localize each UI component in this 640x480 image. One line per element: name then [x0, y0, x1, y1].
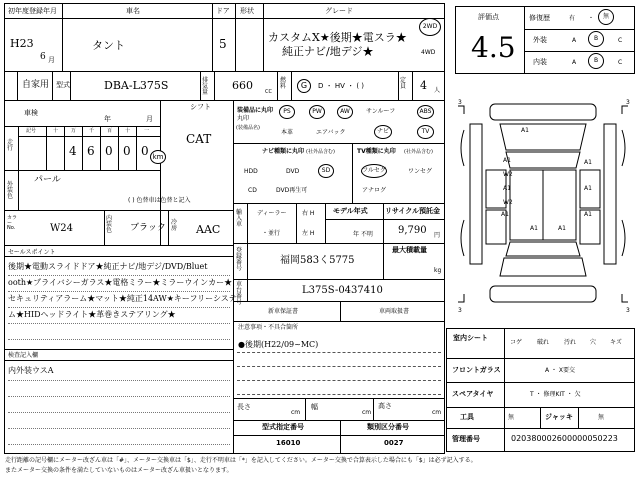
unit-hyaku: 百: [107, 128, 113, 134]
import-parallel: ・並行: [262, 230, 281, 237]
spare-tire-label: スペアタイヤ: [452, 390, 494, 398]
damage-mark: A1: [521, 127, 529, 134]
grade-line2: 純正ナビ/地デジ★: [282, 45, 374, 58]
import-left-hand: 左 H: [302, 230, 315, 237]
mileage-digit: 4: [69, 144, 77, 158]
glass-value: A ・ X要交: [545, 367, 576, 374]
recycle-value: 9,790: [398, 225, 427, 236]
exterior-grade-c: C: [618, 37, 623, 44]
height-unit: cm: [432, 409, 442, 416]
color-code-label: カラー No.: [7, 215, 18, 231]
model-year-unknown: 年 不明: [353, 231, 373, 238]
inspection-year-label: 年: [104, 115, 111, 123]
color-note: ( ) 色替車は色替と記入: [128, 197, 191, 204]
grade-line1: カスタムX★後期★電スラ★: [268, 31, 407, 44]
damage-mark: W2: [503, 199, 513, 206]
seat-label: 室内シート: [453, 334, 488, 342]
fuel-options: D ・ HV ・ ( ): [318, 82, 365, 90]
interior-grade-c: C: [618, 59, 623, 66]
damage-mark: A1: [584, 159, 592, 166]
nav-hdd: HDD: [244, 168, 258, 175]
cc-unit: CC: [265, 89, 272, 95]
score-label: 評価点: [478, 13, 499, 21]
mileage-digit: 6: [87, 144, 95, 158]
ac-label: 冷房: [171, 219, 178, 232]
unit-sen: 千: [89, 128, 95, 134]
plate-number: 福岡583く5775: [280, 255, 355, 266]
svg-text:3: 3: [458, 99, 462, 106]
color-label: 外装色: [7, 181, 14, 200]
exterior-grade-b-selected: B: [588, 31, 604, 47]
import-label: 輸入車: [236, 209, 243, 228]
drive-4wd-option: 4WD: [421, 49, 436, 56]
ac-value: AAC: [196, 223, 221, 236]
digits-label: 記号: [26, 128, 37, 134]
svg-text:3: 3: [626, 307, 630, 314]
jack-value: 無: [598, 414, 605, 421]
glass-label: フロントガラス: [452, 366, 501, 374]
capacity-value: 4: [420, 79, 427, 92]
plate-kind: 自家用: [22, 80, 50, 90]
notes-label: 注意事項・不具合箇所: [238, 324, 299, 331]
exterior-grade-a: A: [572, 37, 577, 44]
repair-no-selected: 無: [598, 9, 614, 25]
type-no-label: 型式指定番号: [262, 423, 304, 431]
damage-mark: A1: [558, 225, 566, 232]
inspection-month-label: 月: [146, 115, 153, 123]
model-year-label: モデル年式: [333, 207, 368, 215]
reg-era: H23: [10, 37, 34, 50]
tv-type-title: TV種類に丸印: [357, 148, 396, 155]
tv-analog: アナログ: [362, 187, 387, 194]
import-right-hand: 右 H: [302, 210, 315, 217]
capacity-unit: 人: [434, 87, 441, 94]
sales-point-line: セキュリティアラーム★マット★純正14AW★キーフリーシステ: [8, 294, 237, 303]
fuel-g-selected: G: [297, 79, 311, 93]
tv-oneseg: ワンセグ: [408, 168, 433, 175]
damage-mark: A1: [503, 157, 511, 164]
inspection-label: 車検: [24, 109, 38, 117]
door-label: ドア: [216, 7, 230, 15]
unit-man: 万: [71, 128, 77, 134]
mileage-digit: 0: [141, 144, 149, 158]
length-label: 長さ: [237, 403, 251, 411]
damage-mark: A1: [584, 185, 592, 192]
cc-label: 排気量: [202, 77, 209, 96]
note-line: ●後期(H22/09~MC): [238, 340, 319, 349]
reg-label: 初年度登録年月: [8, 7, 57, 15]
shift-label: シフト: [190, 103, 211, 111]
chassis-label: 車台番号: [236, 281, 243, 306]
model-code: DBA-L375S: [104, 79, 169, 92]
equip-tv: TV: [417, 125, 434, 139]
interior-label: 内装色: [106, 215, 113, 234]
inspector-label: 検査記入欄: [8, 352, 39, 359]
mileage-digit: 0: [105, 144, 113, 158]
plate-label: 登録番号: [236, 247, 243, 272]
equip-leather: 本革: [281, 129, 294, 136]
unit-ju-man: 十: [53, 128, 59, 134]
name-label: 車名: [126, 7, 140, 15]
jack-label: ジャッキ: [545, 413, 573, 421]
seat-item-scratch: キズ: [610, 339, 622, 346]
equip-title-2: 丸印: [237, 115, 250, 122]
km-unit: km: [150, 150, 166, 164]
type-label: 型式: [56, 81, 70, 89]
km-label: 走行: [7, 139, 14, 152]
equip-title: 装備品に丸印: [237, 107, 274, 114]
interior-grade-a: A: [572, 59, 577, 66]
door-count: 5: [219, 37, 227, 51]
score-value: 4.5: [471, 31, 516, 64]
import-dealer: ディーラー: [257, 210, 287, 217]
repair-sep: ・: [588, 15, 595, 22]
car-name: タント: [92, 39, 125, 52]
exterior-label: 外装: [533, 36, 547, 44]
equip-abs: ABS: [417, 105, 434, 119]
reg-month: 6: [40, 52, 46, 62]
unit-ju: 十: [125, 128, 131, 134]
recycle-label: リサイクル預託金: [385, 207, 441, 215]
sales-points-label: セールスポイント: [8, 249, 56, 256]
height-label: 高さ: [378, 402, 392, 410]
nav-dvd-play: DVD再生可: [276, 187, 308, 194]
mgmt-value: 020380002600000050223: [511, 434, 618, 443]
tv-type-sub: (社外品含む): [404, 149, 433, 155]
width-unit: cm: [362, 409, 372, 416]
shape-label: 形状: [240, 7, 254, 15]
equip-ps: PS: [279, 105, 295, 119]
owners-manual: 車両取扱書: [379, 308, 410, 315]
damage-mark: A1: [530, 225, 538, 232]
grade-label: グレード: [325, 7, 353, 15]
equip-subtitle: (装備品名): [236, 125, 260, 131]
nav-dvd: DVD: [286, 168, 300, 175]
damage-mark: A1: [584, 211, 592, 218]
car-damage-diagram: [450, 90, 640, 320]
reg-month-unit: 月: [48, 56, 55, 64]
spare-tire-value: T ・ 修理KIT ・ 欠: [530, 391, 581, 398]
equip-navi: ナビ: [374, 125, 392, 139]
tv-fullseg-selected: フルセグ: [361, 164, 387, 178]
sales-point-line: ム★HIDヘッドライト★革巻きステアリング★: [8, 310, 176, 319]
cc-value: 660: [232, 79, 253, 92]
class-no-label: 類別区分番号: [367, 423, 409, 431]
equip-sunroof: サンルーフ: [366, 108, 396, 115]
width-label: 幅: [311, 403, 318, 411]
nav-sd-selected: SD: [318, 164, 334, 178]
svg-text:3: 3: [626, 99, 630, 106]
recycle-unit: 円: [434, 232, 441, 239]
color-code-value: W24: [50, 223, 74, 234]
color-value: パール: [34, 175, 61, 185]
repair-history-label: 修復歴: [529, 14, 550, 22]
nav-cd: CD: [248, 187, 257, 194]
seat-item-burn: コゲ: [510, 339, 523, 346]
damage-mark: W2: [503, 171, 513, 178]
mileage-digit: 0: [123, 144, 131, 158]
load-unit: kg: [434, 267, 442, 274]
seat-item-dirt: 汚れ: [564, 339, 577, 346]
sales-point-line: 後期★電動スライドドア★純正ナビ/地デジ/DVD/Bluet: [8, 262, 208, 271]
svg-text:3: 3: [458, 307, 462, 314]
equip-aw: AW: [337, 105, 353, 119]
unit-ichi: 一: [144, 128, 150, 134]
chassis-number: L375S-0437410: [302, 285, 383, 296]
equip-airbag: エアバック: [316, 129, 346, 136]
tools-label: 工具: [460, 413, 474, 421]
interior-score-label: 内装: [533, 58, 547, 66]
interior-value: ブラック: [130, 223, 166, 233]
tools-value: 無: [508, 414, 515, 421]
damage-mark: A1: [503, 185, 511, 192]
new-warranty: 新車保証書: [268, 308, 299, 315]
drive-2wd-badge: 2WD: [419, 18, 441, 36]
mgmt-label: 管理番号: [452, 435, 480, 443]
interior-grade-b-selected: B: [588, 53, 604, 69]
footer-note-1: 走行距離の記号欄にメーター改ざん車は「#」、メーター交換車は「$」、走行不明車は「*」を記入してください。メーター交換で合算表示した場合にも「$」は必ず記入する。: [5, 457, 477, 464]
type-no-value: 16010: [276, 439, 301, 447]
capacity-label: 定員: [400, 77, 407, 90]
sales-point-line: ooth★プライバシーガラス★電格ミラー★ミラーウインカー★: [8, 278, 233, 287]
inspector-note: 内外装ウスA: [8, 366, 54, 375]
footer-note-2: またメーター交換の条件を満たしていないものはメーター改ざん車扱いとなります。: [5, 467, 233, 474]
length-unit: cm: [291, 409, 301, 416]
load-label: 最大積載量: [392, 246, 427, 254]
class-no-value: 0027: [384, 439, 404, 447]
nav-type-sub: (社外品含む): [306, 149, 335, 155]
nav-type-title: ナビ種類に丸印: [262, 148, 305, 155]
shift-value: CAT: [186, 132, 212, 146]
seat-item-tear: 破れ: [537, 339, 550, 346]
damage-mark: A1: [501, 211, 509, 218]
repair-yes: 有: [569, 15, 576, 22]
fuel-label: 燃料: [280, 77, 287, 90]
seat-item-hole: 穴: [590, 339, 597, 346]
equip-pw: PW: [309, 105, 325, 119]
